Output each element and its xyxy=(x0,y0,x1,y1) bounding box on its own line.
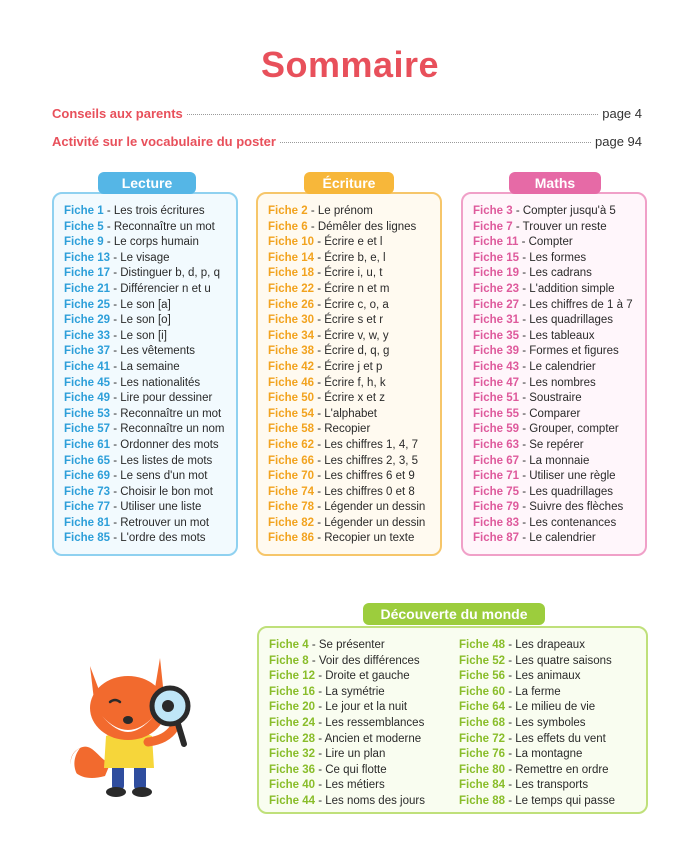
fiche-title: - Les animaux xyxy=(505,670,581,683)
fiche-title: - Les ressemblances xyxy=(315,716,425,729)
fiche-number: Fiche 81 xyxy=(64,516,111,529)
list-item xyxy=(269,716,459,732)
fiche-number: Fiche 5 xyxy=(64,220,104,233)
list-item xyxy=(473,469,645,485)
fiche-number: Fiche 88 xyxy=(459,794,506,807)
list-item xyxy=(268,313,440,329)
list-item xyxy=(269,747,459,763)
fiche-title: - Distinguer b, d, p, q xyxy=(110,267,220,280)
fiche-title: - Écrire s et r xyxy=(314,314,384,327)
list-item xyxy=(269,669,459,685)
list-item xyxy=(473,220,645,236)
fox-detective-illustration xyxy=(50,636,220,806)
fiche-title: - Le jour et la nuit xyxy=(315,701,408,714)
fiche-title: - La semaine xyxy=(110,360,180,373)
list-item xyxy=(64,376,236,392)
fiche-number: Fiche 22 xyxy=(268,282,315,295)
fiche-number: Fiche 12 xyxy=(269,670,316,683)
list-item xyxy=(473,422,645,438)
list-item xyxy=(473,313,645,329)
fiche-title: - Les listes de mots xyxy=(110,454,213,467)
fiche-title: - Les nationalités xyxy=(110,376,201,389)
list-item xyxy=(473,344,645,360)
list-item xyxy=(268,220,440,236)
fiche-number: Fiche 18 xyxy=(268,267,315,280)
fiche-number: Fiche 4 xyxy=(269,639,309,651)
fiche-title: - Utiliser une liste xyxy=(110,501,202,514)
fiche-number: Fiche 9 xyxy=(64,236,104,249)
list-item xyxy=(459,732,615,748)
list-item xyxy=(64,251,236,267)
fiche-title: - Écrire x et z xyxy=(314,392,385,405)
list-item xyxy=(64,485,236,501)
list-item xyxy=(64,438,236,454)
fiche-number: Fiche 23 xyxy=(473,282,520,295)
list-item xyxy=(64,329,236,345)
fiche-number: Fiche 77 xyxy=(64,501,111,514)
fiche-title: - Le calendrier xyxy=(519,360,596,373)
fiche-title: - Écrire b, e, l xyxy=(314,251,386,264)
fiche-title: - Écrire n et m xyxy=(314,282,390,295)
fiche-title: - Se présenter xyxy=(308,639,385,651)
list-item xyxy=(473,329,645,345)
fiche-number: Fiche 61 xyxy=(64,438,111,451)
fiche-number: Fiche 49 xyxy=(64,392,111,405)
fiche-number: Fiche 72 xyxy=(459,732,506,745)
fiche-number: Fiche 53 xyxy=(64,407,111,420)
fiche-title: - Ancien et moderne xyxy=(315,732,422,745)
fiche-number: Fiche 76 xyxy=(459,748,506,761)
list-item xyxy=(64,360,236,376)
list-item xyxy=(269,700,459,716)
fiche-number: Fiche 42 xyxy=(268,360,315,373)
list-item xyxy=(64,469,236,485)
fiche-title: - Grouper, compter xyxy=(519,423,619,436)
fiche-number: Fiche 35 xyxy=(473,329,520,342)
list-item xyxy=(268,516,440,532)
fiche-number: Fiche 46 xyxy=(268,376,315,389)
list-item xyxy=(268,454,440,470)
fiche-number: Fiche 20 xyxy=(269,701,316,714)
fiche-title: - Le son [a] xyxy=(110,298,171,311)
fiche-title: - Formes et figures xyxy=(519,345,619,358)
list-item xyxy=(64,204,236,220)
fiche-title: - Légender un dessin xyxy=(314,516,426,529)
fiche-number: Fiche 24 xyxy=(269,716,316,729)
fiche-number: Fiche 1 xyxy=(64,205,104,217)
list-item xyxy=(473,485,645,501)
fiche-number: Fiche 68 xyxy=(459,716,506,729)
fiche-number: Fiche 44 xyxy=(269,794,316,807)
list-item xyxy=(268,298,440,314)
section-maths xyxy=(461,192,647,556)
fiche-title: - Les noms des jours xyxy=(315,794,425,807)
fiche-title: - Utiliser une règle xyxy=(519,470,616,483)
fiche-number: Fiche 8 xyxy=(269,654,309,667)
list-item xyxy=(268,531,440,547)
fiche-title: - La symétrie xyxy=(315,685,385,698)
fiche-number: Fiche 54 xyxy=(268,407,315,420)
list-item xyxy=(268,282,440,298)
fiche-number: Fiche 39 xyxy=(473,345,520,358)
fiche-title: - La montagne xyxy=(505,748,583,761)
list-item xyxy=(268,422,440,438)
fiche-title: - Écrire f, h, k xyxy=(314,376,386,389)
list-item xyxy=(473,266,645,282)
list-item xyxy=(268,391,440,407)
page-title: Sommaire xyxy=(260,44,440,85)
fiche-number: Fiche 25 xyxy=(64,298,111,311)
list-item xyxy=(64,298,236,314)
list-item xyxy=(269,638,459,654)
fiche-number: Fiche 51 xyxy=(473,392,520,405)
fiche-title: - Les cadrans xyxy=(519,267,592,280)
fiche-title: - Le prénom xyxy=(307,205,373,217)
fiche-number: Fiche 84 xyxy=(459,779,506,792)
fiche-title: - Les trois écritures xyxy=(103,205,205,217)
fiche-number: Fiche 57 xyxy=(64,423,111,436)
fiche-number: Fiche 31 xyxy=(473,314,520,327)
fiche-title: - Le temps qui passe xyxy=(505,794,615,807)
fiche-number: Fiche 73 xyxy=(64,485,111,498)
fox-shoe-left xyxy=(106,787,126,797)
fiche-number: Fiche 48 xyxy=(459,639,506,651)
list-item xyxy=(473,298,645,314)
fiche-title: - Légender un dessin xyxy=(314,501,426,514)
list-item xyxy=(64,407,236,423)
fiche-number: Fiche 32 xyxy=(269,748,316,761)
fiche-number: Fiche 13 xyxy=(64,251,111,264)
fiche-title: - Les effets du vent xyxy=(505,732,606,745)
fiche-title: - Recopier un texte xyxy=(314,532,415,545)
fiche-title: - Retrouver un mot xyxy=(110,516,210,529)
fiche-number: Fiche 74 xyxy=(268,485,315,498)
list-item xyxy=(473,531,645,547)
fiche-number: Fiche 30 xyxy=(268,314,315,327)
fiche-number: Fiche 29 xyxy=(64,314,111,327)
toc-page: page 94 xyxy=(595,134,642,149)
fiche-number: Fiche 27 xyxy=(473,298,520,311)
list-item xyxy=(269,794,459,810)
toc-label: Activité sur le vocabulaire du poster xyxy=(52,134,276,149)
list-item xyxy=(268,329,440,345)
fiche-title: - Les chiffres 1, 4, 7 xyxy=(314,438,419,451)
list-item xyxy=(473,407,645,423)
fiche-number: Fiche 21 xyxy=(64,282,111,295)
fiche-title: - Écrire d, q, g xyxy=(314,345,390,358)
fiche-number: Fiche 28 xyxy=(269,732,316,745)
list-item xyxy=(268,438,440,454)
monde-list-left xyxy=(269,638,459,810)
fiche-number: Fiche 34 xyxy=(268,329,315,342)
fiche-number: Fiche 87 xyxy=(473,532,520,545)
fiche-number: Fiche 85 xyxy=(64,532,111,545)
magnifier-handle xyxy=(178,724,184,744)
fiche-title: - Reconnaître un mot xyxy=(110,407,222,420)
fiche-number: Fiche 7 xyxy=(473,220,513,233)
fiche-number: Fiche 52 xyxy=(459,654,506,667)
fiche-title: - Démêler des lignes xyxy=(307,220,417,233)
fiche-number: Fiche 17 xyxy=(64,267,111,280)
fiche-title: - Lire un plan xyxy=(315,748,386,761)
fiche-number: Fiche 43 xyxy=(473,360,520,373)
list-item xyxy=(64,500,236,516)
toc-leader-dots xyxy=(280,142,591,143)
list-item xyxy=(268,235,440,251)
fiche-title: - Les quatre saisons xyxy=(505,654,612,667)
fiche-title: - Les quadrillages xyxy=(519,485,614,498)
list-item xyxy=(459,638,615,654)
list-item xyxy=(64,220,236,236)
fox-shoe-right xyxy=(132,787,152,797)
list-item xyxy=(473,391,645,407)
fiche-number: Fiche 60 xyxy=(459,685,506,698)
fiche-title: - Écrire c, o, a xyxy=(314,298,389,311)
list-item xyxy=(268,469,440,485)
fiche-number: Fiche 79 xyxy=(473,501,520,514)
fiche-title: - Écrire e et l xyxy=(314,236,383,249)
fox-nose xyxy=(123,716,133,724)
list-item xyxy=(459,794,615,810)
ecriture-list xyxy=(268,204,440,547)
fiche-title: - Écrire i, u, t xyxy=(314,267,383,280)
list-item xyxy=(473,438,645,454)
fiche-number: Fiche 10 xyxy=(268,236,315,249)
fiche-title: - Voir des différences xyxy=(308,654,420,667)
fiche-number: Fiche 62 xyxy=(268,438,315,451)
fiche-title: - Le son [o] xyxy=(110,314,171,327)
fiche-title: - Reconnaître un nom xyxy=(110,423,225,436)
fiche-title: - Les vêtements xyxy=(110,345,196,358)
fiche-number: Fiche 36 xyxy=(269,763,316,776)
list-item xyxy=(268,485,440,501)
list-item xyxy=(268,344,440,360)
fiche-number: Fiche 14 xyxy=(268,251,315,264)
list-item xyxy=(459,716,615,732)
fiche-title: - Ordonner des mots xyxy=(110,438,219,451)
list-item xyxy=(473,251,645,267)
fiche-title: - L'addition simple xyxy=(519,282,615,295)
fiche-title: - Trouver un reste xyxy=(512,220,607,233)
list-item xyxy=(64,531,236,547)
list-item xyxy=(269,778,459,794)
fiche-title: - Les chiffres 0 et 8 xyxy=(314,485,415,498)
fiche-title: - Les métiers xyxy=(315,779,385,792)
fiche-number: Fiche 37 xyxy=(64,345,111,358)
fiche-title: - Le visage xyxy=(110,251,170,264)
fiche-title: - Le son [i] xyxy=(110,329,167,342)
fiche-number: Fiche 82 xyxy=(268,516,315,529)
fiche-number: Fiche 86 xyxy=(268,532,315,545)
fiche-number: Fiche 75 xyxy=(473,485,520,498)
fiche-number: Fiche 63 xyxy=(473,438,520,451)
fiche-number: Fiche 69 xyxy=(64,470,111,483)
fiche-title: - L'ordre des mots xyxy=(110,532,206,545)
list-item xyxy=(459,763,615,779)
fiche-number: Fiche 64 xyxy=(459,701,506,714)
list-item xyxy=(64,422,236,438)
fiche-title: - Le corps humain xyxy=(103,236,199,249)
fiche-title: - Les contenances xyxy=(519,516,617,529)
fiche-number: Fiche 65 xyxy=(64,454,111,467)
fiche-number: Fiche 45 xyxy=(64,376,111,389)
toc-entry-poster xyxy=(52,134,642,149)
fiche-title: - Les chiffres 2, 3, 5 xyxy=(314,454,419,467)
list-item xyxy=(268,266,440,282)
fiche-title: - Les nombres xyxy=(519,376,596,389)
fiche-title: - Les chiffres 6 et 9 xyxy=(314,470,415,483)
list-item xyxy=(459,654,615,670)
list-item xyxy=(268,500,440,516)
fiche-number: Fiche 19 xyxy=(473,267,520,280)
section-lecture xyxy=(52,192,238,556)
fiche-title: - Le calendrier xyxy=(519,532,596,545)
list-item xyxy=(268,407,440,423)
fiche-title: - Suivre des flèches xyxy=(519,501,624,514)
list-item xyxy=(268,204,440,220)
monde-list-right xyxy=(459,638,615,810)
fiche-number: Fiche 3 xyxy=(473,205,513,217)
toc-page: page 4 xyxy=(602,106,642,121)
fiche-title: - Compter jusqu'à 5 xyxy=(512,205,616,217)
fiche-title: - Remettre en ordre xyxy=(505,763,609,776)
fiche-number: Fiche 38 xyxy=(268,345,315,358)
fiche-title: - Soustraire xyxy=(519,392,582,405)
list-item xyxy=(64,454,236,470)
fiche-title: - Le milieu de vie xyxy=(505,701,596,714)
fiche-title: - Choisir le bon mot xyxy=(110,485,213,498)
list-item xyxy=(473,235,645,251)
fiche-number: Fiche 47 xyxy=(473,376,520,389)
fiche-number: Fiche 56 xyxy=(459,670,506,683)
list-item xyxy=(64,235,236,251)
fiche-number: Fiche 40 xyxy=(269,779,316,792)
list-item xyxy=(64,391,236,407)
list-item xyxy=(473,282,645,298)
fiche-title: - Recopier xyxy=(314,423,371,436)
list-item xyxy=(64,516,236,532)
list-item xyxy=(473,454,645,470)
fox-magnified-eye xyxy=(162,700,174,712)
section-decouverte-monde xyxy=(257,626,648,814)
section-tag-maths: Maths xyxy=(509,172,601,194)
fiche-number: Fiche 78 xyxy=(268,501,315,514)
fiche-number: Fiche 11 xyxy=(473,236,519,249)
fiche-title: - Compter xyxy=(518,236,573,249)
list-item xyxy=(459,685,615,701)
fiche-title: - Écrire j et p xyxy=(314,360,383,373)
fiche-title: - Les formes xyxy=(519,251,587,264)
fiche-title: - Les symboles xyxy=(505,716,586,729)
fiche-title: - Ce qui flotte xyxy=(315,763,387,776)
fiche-title: - Reconnaître un mot xyxy=(103,220,215,233)
section-tag-lecture: Lecture xyxy=(98,172,196,194)
list-item xyxy=(269,654,459,670)
fiche-title: - Les drapeaux xyxy=(505,639,585,651)
fiche-title: - Les tableaux xyxy=(519,329,595,342)
toc-label: Conseils aux parents xyxy=(52,106,183,121)
list-item xyxy=(64,282,236,298)
fiche-number: Fiche 50 xyxy=(268,392,315,405)
fiche-title: - Différencier n et u xyxy=(110,282,211,295)
maths-list xyxy=(473,204,645,547)
list-item xyxy=(269,763,459,779)
list-item xyxy=(268,251,440,267)
section-tag-decouverte-monde: Découverte du monde xyxy=(363,603,545,625)
fiche-title: - Les quadrillages xyxy=(519,314,614,327)
fiche-number: Fiche 41 xyxy=(64,360,111,373)
fiche-title: - Comparer xyxy=(519,407,581,420)
fiche-title: - La monnaie xyxy=(519,454,590,467)
fiche-title: - Écrire v, w, y xyxy=(314,329,389,342)
list-item xyxy=(459,669,615,685)
fiche-number: Fiche 55 xyxy=(473,407,520,420)
fiche-title: - L'alphabet xyxy=(314,407,377,420)
list-item xyxy=(473,360,645,376)
section-ecriture xyxy=(256,192,442,556)
fiche-number: Fiche 33 xyxy=(64,329,111,342)
fiche-number: Fiche 71 xyxy=(473,470,520,483)
fiche-title: - Se repérer xyxy=(519,438,584,451)
fiche-title: - Les chiffres de 1 à 7 xyxy=(519,298,633,311)
fiche-number: Fiche 58 xyxy=(268,423,315,436)
fiche-title: - La ferme xyxy=(505,685,561,698)
fiche-title: - Droite et gauche xyxy=(315,670,410,683)
list-item xyxy=(473,204,645,220)
list-item xyxy=(459,700,615,716)
lecture-list xyxy=(64,204,236,547)
toc-entry-parents xyxy=(52,106,642,121)
toc-leader-dots xyxy=(187,114,598,115)
fiche-number: Fiche 6 xyxy=(268,220,308,233)
list-item xyxy=(473,500,645,516)
fiche-number: Fiche 83 xyxy=(473,516,520,529)
list-item xyxy=(64,313,236,329)
fiche-number: Fiche 80 xyxy=(459,763,506,776)
list-item xyxy=(459,747,615,763)
list-item xyxy=(269,732,459,748)
fiche-number: Fiche 66 xyxy=(268,454,315,467)
list-item xyxy=(64,266,236,282)
list-item xyxy=(269,685,459,701)
fiche-title: - Lire pour dessiner xyxy=(110,392,213,405)
fiche-title: - Les transports xyxy=(505,779,589,792)
fiche-number: Fiche 26 xyxy=(268,298,315,311)
list-item xyxy=(473,516,645,532)
fiche-number: Fiche 67 xyxy=(473,454,520,467)
list-item xyxy=(268,376,440,392)
fiche-number: Fiche 70 xyxy=(268,470,315,483)
fiche-number: Fiche 59 xyxy=(473,423,520,436)
list-item xyxy=(64,344,236,360)
list-item xyxy=(268,360,440,376)
fiche-number: Fiche 2 xyxy=(268,205,308,217)
section-tag-ecriture: Écriture xyxy=(304,172,394,194)
list-item xyxy=(459,778,615,794)
fiche-number: Fiche 15 xyxy=(473,251,520,264)
fiche-number: Fiche 16 xyxy=(269,685,316,698)
list-item xyxy=(473,376,645,392)
fiche-title: - Le sens d'un mot xyxy=(110,470,208,483)
